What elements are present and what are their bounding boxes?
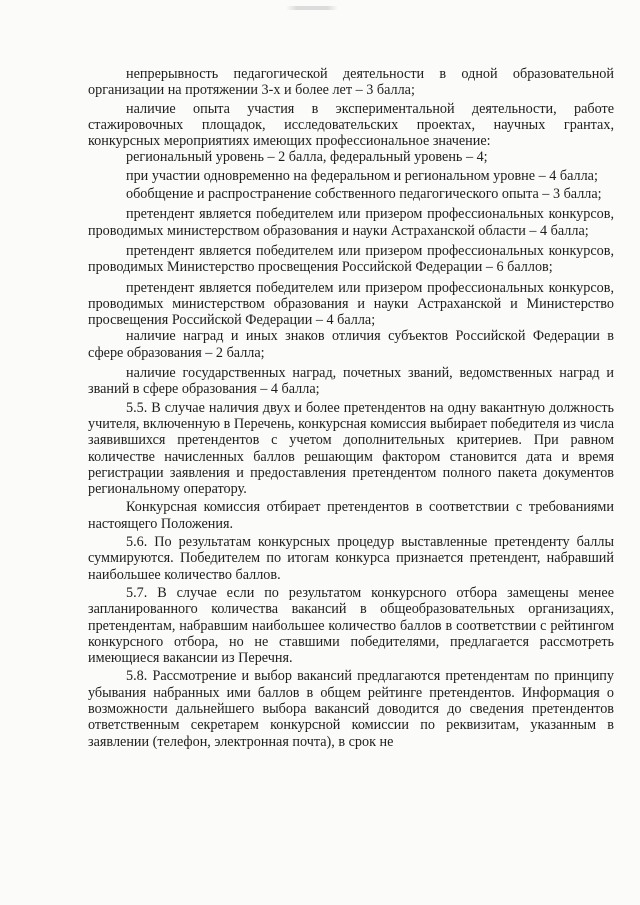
paragraph-regional-awards: наличие наград и иных знаков отличия субъектов Российской Федерации в сфере образования – 2 балла;	[88, 328, 614, 361]
paragraph-continuity: непрерывность педагогической деятельности в одной образовательной организации на протяжении 3-х и более лет – 3 балла;	[88, 66, 614, 99]
paragraph-both-levels: при участии одновременно на федеральном и региональном уровне – 4 балла;	[126, 167, 598, 184]
paragraph-commission-selection: Конкурсная комиссия отбирает претендентов в соответствии с требованиями настоящего Положения.	[88, 499, 614, 532]
section-5-8: 5.8. Рассмотрение и выбор вакансий предлагаются претендентам по принципу убывания набранных ими баллов в общем рейтинге претендентов. Информация о возможности дальнейшего выбора вакансий доводится до сведения претендентов ответственным секретарем конкурсной комиссии по реквизитам, указанным в заявлении (телефон, электронная почта), в срок не	[88, 668, 614, 750]
section-5-5: 5.5. В случае наличия двух и более претендентов на одну вакантную должность учителя, включенную в Перечень, конкурсная комиссия выбирает победителя из числа заявившихся претендентов с учетом дополнительных критериев. При равном количестве начисленных баллов решающим фактором становится дата и время регистрации заявления и предоставления претендентом полного пакета документов региональному оператору.	[88, 399, 614, 498]
paragraph-experimental-activity: наличие опыта участия в экспериментальной деятельности, работе стажировочных площадок, исследовательских проектах, научных грантах, конкурсных мероприятиях имеющих профессиональное значение:	[88, 100, 614, 150]
paragraph-level-points: региональный уровень – 2 балла, федеральный уровень – 4;	[126, 149, 488, 166]
paragraph-regional-contest-winner: претендент является победителем или призером профессиональных конкурсов, проводимых министерством образования и науки Астраханской области – 4 балла;	[88, 206, 614, 239]
paragraph-state-awards: наличие государственных наград, почетных званий, ведомственных наград и званий в сфере образования – 4 балла;	[88, 365, 614, 398]
scan-artifact	[286, 6, 338, 10]
paragraph-federal-contest-winner: претендент является победителем или призером профессиональных конкурсов, проводимых Министерство просвещения Российской Федерации – 6 баллов;	[88, 242, 614, 276]
document-body	[88, 66, 614, 750]
section-5-6: 5.6. По результатам конкурсных процедур выставленные претенденту баллы суммируются. Победителем по итогам конкурса признается претендент, набравший наибольшее количество баллов.	[88, 534, 614, 583]
paragraph-experience-sharing: обобщение и распространение собственного педагогического опыта – 3 балла;	[126, 186, 602, 203]
paragraph-joint-contest-winner: претендент является победителем или призером профессиональных конкурсов, проводимых министерством образования и науки Астраханской и Министерство просвещения Российской Федерации – 4 балла;	[88, 279, 614, 329]
section-5-7: 5.7. В случае если по результатом конкурсного отбора замещены менее запланированного количества вакансий в общеобразовательных организациях, претендентам, набравшим наибольшее количество баллов в соответствии с рейтингом конкурсного отбора, но не ставшими победителями, предлагается рассмотреть имеющиеся вакансии из Перечня.	[88, 584, 614, 667]
